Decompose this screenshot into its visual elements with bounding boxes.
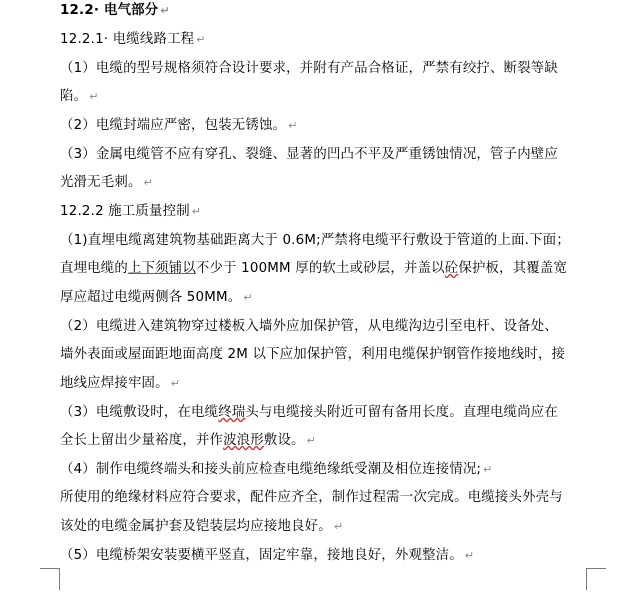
item-2-line-2: 墙外表面或屋面距地面高度 2M 以下应加保护管，利用电缆保护钢管作接地线时，接 bbox=[60, 347, 566, 362]
item-1-line-3: 厚应超过电缆两侧各 50MM。 ↵ bbox=[60, 290, 253, 305]
item-1-line-1: （1)直埋电缆离建筑物基础距离大于 0.6M;严禁将电缆平行敷设于管道的上面.下面； bbox=[60, 233, 570, 248]
item-3-line-1: （3）电缆敷设时，在电缆终瑞头与电缆接头附近可留有备用长度。直理电缆尚应在 bbox=[60, 405, 558, 420]
crop-mark-right-horizontal bbox=[586, 568, 606, 569]
paragraph-3-line-2: 光滑无毛刺。 ↵ bbox=[60, 175, 153, 190]
item-5: （5）电缆桥架安装要横平竖直，固定牢靠，接地良好，外观整洁。 ↵ bbox=[60, 548, 475, 563]
section-title-12-2-1: 12.2.1· 电缆线路工程 ↵ bbox=[60, 32, 206, 47]
item-4-line-3: 该处的电缆金属护套及铠装层均应接地良好。 ↵ bbox=[60, 519, 344, 534]
crop-mark-right-vertical bbox=[586, 568, 587, 590]
crop-mark-left-horizontal bbox=[40, 568, 60, 569]
item-3-line-2: 全长上留出少量裕度，并作波浪形敷设。 ↵ bbox=[60, 433, 317, 448]
paragraph-1-line-2: 陷。 ↵ bbox=[60, 89, 99, 104]
paragraph-1-line-1: （1）电缆的型号规格须符合设计要求，并附有产品合格证，严禁有绞拧、断裂等缺 bbox=[60, 61, 558, 76]
paragraph-2: （2）电缆封端应严密，包装无锈蚀。 ↵ bbox=[60, 118, 298, 133]
crop-mark-left-vertical bbox=[59, 568, 60, 590]
item-1-line-2: 直埋电缆的上下须铺以不少于 100MM 厚的软土或砂层，并盖以砼保护板，其覆盖宽 bbox=[60, 261, 568, 276]
item-4-line-2: 所使用的绝缘材料应符合要求，配件应齐全，制作过程需一次完成。电缆接头外壳与 bbox=[60, 490, 563, 505]
paragraph-3-line-1: （3）金属电缆管不应有穿孔、裂缝、显著的凹凸不平及严重锈蚀情况，管子内壁应 bbox=[60, 147, 558, 162]
item-4-line-1: （4）制作电缆终端头和接头前应检查电缆绝缘纸受潮及相位连接情况; ↵ bbox=[60, 462, 493, 477]
heading-12-2: 12.2· 电气部分 ↵ bbox=[60, 3, 170, 18]
section-title-12-2-2: 12.2.2 施工质量控制 ↵ bbox=[60, 204, 202, 219]
item-2-line-1: （2）电缆进入建筑物穿过楼板入墙外应加保护管，从电缆沟边引至电杆、设备处、 bbox=[60, 319, 558, 334]
item-2-line-3: 地线应焊接牢固。 ↵ bbox=[60, 376, 181, 391]
